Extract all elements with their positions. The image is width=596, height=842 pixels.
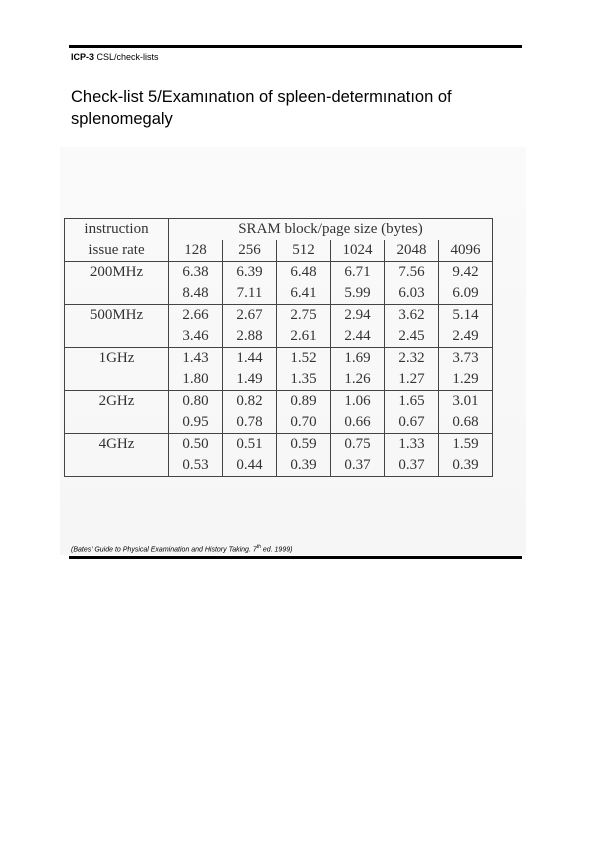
table-cell: 1.35 — [277, 369, 331, 391]
table-cell: 7.11 — [223, 283, 277, 305]
size-header-4096: 4096 — [439, 240, 493, 262]
table-cell: 2.44 — [331, 326, 385, 348]
table-cell: 2.45 — [385, 326, 439, 348]
table-body — [65, 262, 493, 477]
table-row — [65, 434, 493, 456]
bottom-rule — [69, 556, 522, 559]
table-cell: 6.48 — [277, 262, 331, 284]
header-code: ICP-3 — [71, 52, 95, 62]
table-cell: 2.94 — [331, 305, 385, 327]
table-cell: 6.38 — [169, 262, 223, 284]
table-cell: 2.32 — [385, 348, 439, 370]
table-cell: 0.37 — [385, 455, 439, 477]
table-cell: 2.88 — [223, 326, 277, 348]
table-row — [65, 391, 493, 413]
table-cell: 1.59 — [439, 434, 493, 456]
table-cell: 0.44 — [223, 455, 277, 477]
table-cell: 3.62 — [385, 305, 439, 327]
size-header-256: 256 — [223, 240, 277, 262]
table-cell: 0.39 — [277, 455, 331, 477]
table-cell: 0.67 — [385, 412, 439, 434]
table-cell: 2.67 — [223, 305, 277, 327]
header-text: CSL/check-lists — [94, 52, 159, 62]
table-cell: 0.75 — [331, 434, 385, 456]
table-cell: 7.56 — [385, 262, 439, 284]
table-cell: 1.26 — [331, 369, 385, 391]
table-cell: 5.14 — [439, 305, 493, 327]
issue-rate-label: 1GHz — [65, 348, 169, 391]
table-cell: 1.80 — [182, 371, 209, 387]
table-cell: 0.39 — [439, 455, 493, 477]
corner-label-line1: instruction — [65, 219, 169, 241]
table-row — [65, 305, 493, 327]
table-row — [65, 262, 493, 284]
table-cell: 0.68 — [439, 412, 493, 434]
table-cell: 0.89 — [277, 391, 331, 413]
table-cell: 0.70 — [277, 412, 331, 434]
page-title: Check-list 5/Examınatıon of spleen-determınatıon of splenomegaly — [71, 88, 452, 128]
table-cell: 0.51 — [223, 434, 277, 456]
table-cell: 0.59 — [277, 434, 331, 456]
table-row — [65, 348, 493, 370]
table-cell: 1.52 — [277, 348, 331, 370]
table-cell: 0.80 — [169, 391, 223, 413]
size-header-1024: 1024 — [331, 240, 385, 262]
table-cell: 6.09 — [439, 283, 493, 305]
table-cell: 1.69 — [331, 348, 385, 370]
figure-caption — [71, 544, 292, 553]
table-cell: 0.78 — [223, 412, 277, 434]
issue-rate-label: 2GHz — [65, 391, 169, 434]
table-cell: 3.46 — [182, 328, 209, 344]
top-rule — [69, 45, 522, 48]
table-cell: 2.61 — [277, 326, 331, 348]
table-cell: 0.50 — [169, 434, 223, 456]
table-cell: 1.65 — [385, 391, 439, 413]
table-cell: 8.48 — [182, 285, 209, 301]
table-cell: 9.42 — [439, 262, 493, 284]
table-cell: 1.06 — [331, 391, 385, 413]
table-cell: 2.49 — [439, 326, 493, 348]
table-cell: 3.01 — [439, 391, 493, 413]
table-cell: 6.41 — [277, 283, 331, 305]
corner-label-line2: issue rate — [65, 240, 169, 262]
table-cell: 6.39 — [223, 262, 277, 284]
table-cell: 0.66 — [331, 412, 385, 434]
caption-sup: th — [256, 544, 261, 550]
data-table — [64, 218, 493, 477]
issue-rate-label: 4GHz — [65, 434, 169, 477]
caption-pre: (Bates’ Guide to Physical Examination and History Taking. 7 — [71, 546, 257, 554]
table-cell: 0.95 — [182, 414, 209, 430]
table-cell: 2.66 — [169, 305, 223, 327]
table-cell: 1.33 — [385, 434, 439, 456]
size-header-2048: 2048 — [385, 240, 439, 262]
table-cell: 1.49 — [223, 369, 277, 391]
table-cell: 0.82 — [223, 391, 277, 413]
table-cell: 0.53 — [182, 457, 209, 473]
caption-post: ed. 1999) — [260, 546, 293, 554]
table-cell: 1.27 — [385, 369, 439, 391]
table-cell: 5.99 — [331, 283, 385, 305]
size-header-128: 128 — [184, 242, 207, 258]
table-cell: 2.75 — [277, 305, 331, 327]
issue-rate-label: 200MHz — [65, 262, 169, 305]
size-header-512: 512 — [277, 240, 331, 262]
page-header — [71, 52, 159, 62]
table-cell: 0.37 — [331, 455, 385, 477]
table-cell: 1.29 — [439, 369, 493, 391]
issue-rate-label: 500MHz — [65, 305, 169, 348]
table-cell: 6.03 — [385, 283, 439, 305]
table-cell: 1.44 — [223, 348, 277, 370]
table-cell: 6.71 — [331, 262, 385, 284]
group-header: SRAM block/page size (bytes) — [238, 221, 423, 237]
table-cell: 1.43 — [169, 348, 223, 370]
table-cell: 3.73 — [439, 348, 493, 370]
table-figure — [60, 147, 526, 555]
